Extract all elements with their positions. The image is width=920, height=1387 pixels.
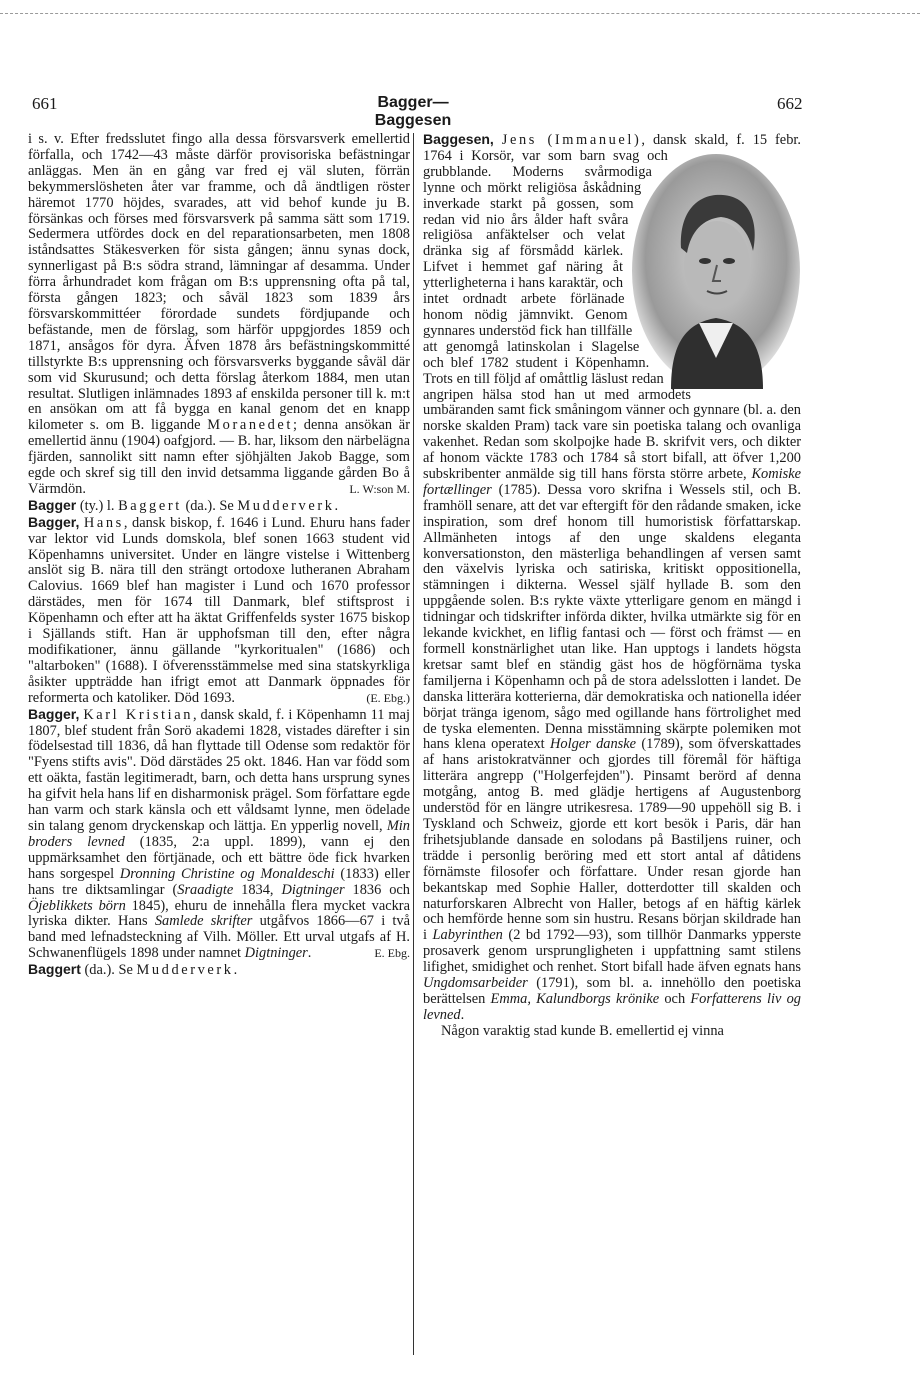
author-signature: E. Ebg. (374, 946, 410, 961)
work-title: Ungdomsarbeider (423, 975, 528, 992)
entry-headword: Baggert (28, 961, 81, 978)
work-title: Digtninger (244, 945, 308, 962)
entry-text: , dansk skald, f. 15 febr. 1764 i Korsör, var som barn svag och grubblande. Moderns svårmodiga lynne och mörkt religiösa åskådning inverkade starkt på gossen, som redan vid nio års ålder haft svåra religiösa anfäktelser och velat dränka sig af försmådd kärlek. Lifvet i hemmet gaf näring åt ytterligheterna i hans karaktär, och intet ordnadt arbete förlänade honom nödig jämnvikt. Genom gynnares understöd fick han tillfälle att genomgå latinskolan i Slagelse och blef 1782 student i Köpenhamn. Trots en till följd af omåttlig läslust redan angripen hälsa stod han ut med armodets umbäranden samt fick småningom vänner och gynnare (bl. a. den norske skalden Pram) tack vare sin poetiska talang och ovanliga vakenhet. Redan som skolpojke hade B. skrifvit vers, och dikter af honom väckte 1783 och 1784 så stort bifall, att öfver 1,200 subskribenter anmälde sig till hans första större arbete, (423, 132, 801, 483)
entry-text: (1789), som öfverskattades af hans aristokratvänner och gjordes till föremål för häftiga litterära angrepp ("Holgerfejden"). Pinsamt berörd af denna motgång, antog B. med glädje hertigens af Augustenborg understöd för en längre utrikesresa. 1789—90 uppehöll sig B. i Tyskland och Schweiz, gjorde ett kort besök i Paris, där han frihetsjublande dansade en solodans på Bastiljens ruiner, och trädde i personlig beröring med ett stort antal af dåtidens förnämste filosofer och författare. Under resan gjorde han bekantskap med Sophie Haller, dotterdotter till skalden och naturforskaren Albrecht von Haller, betogs af en häftig kärlek och hemförde henne som sin hustru. Resans början skildrade han i (423, 736, 802, 944)
entry-text: utgåfvos 1866—67 i två band med lefnadsteckning af Vilh. Möller. Ett urval utgafs af H. Schwanenflügels 1898 under namnet (28, 913, 411, 962)
entry-baggert (28, 962, 410, 979)
spaced-place-name: Moranedet (207, 417, 294, 434)
entry-text: (da.). Se (80, 962, 137, 979)
column-divider (413, 133, 414, 1355)
entry-forename: Jens (Immanuel) (501, 132, 642, 148)
entry-text: . (307, 945, 312, 962)
top-scan-line (0, 13, 920, 14)
entry-text: (1791), som bl. a. innehöllo den poetiska berättelsen (423, 975, 801, 1007)
work-title: Komiske fortællinger (423, 466, 801, 498)
entry-text: . (233, 962, 238, 979)
entry-text: . (460, 1006, 465, 1023)
entry-text: (2 bd 1792—93), som tillhör Danmarks ypperste prosaverk genom ursprungligheten i uppfattning samt stilens lifighet, smidighet och renhet. Stort bifall hade äfven egnats hans (423, 927, 801, 976)
work-title: Emma, Kalundborgs krönike (490, 990, 660, 1007)
entry-headword: Bagger (28, 496, 77, 513)
right-column (423, 132, 801, 1040)
entry-baggesen (423, 132, 801, 1024)
entry-text: (1833) eller hans tre diktsamlingar ( (28, 865, 410, 898)
page-number-left: 661 (32, 94, 58, 113)
left-column (28, 132, 410, 979)
portrait-engraving-icon (631, 153, 801, 389)
entry-forename: Hans (83, 514, 124, 531)
author-signature: (E. Ebg.) (366, 690, 410, 705)
entry-text: . (334, 497, 339, 514)
entry-text: och (659, 990, 691, 1007)
entry-text: 1834, (233, 881, 282, 898)
entry-headword: Bagger, (28, 513, 80, 530)
entry-forename: Karl Kristian (83, 706, 193, 723)
entry-text: (ty.) l. (76, 497, 119, 514)
work-title: Öjeblikkets börn (28, 897, 126, 914)
entry-text: (1835, 2:a uppl. 1899), vann ej den uppmärksamhet den förtjänade, och ett bättre öde fick hvarken hans sorgespel (28, 833, 410, 882)
author-signature: L. W:son M. (349, 481, 410, 496)
entry-text: , dansk skald, f. i Köpenhamn 11 maj 1807, blef student från Sorö akademi 1828, vistades därefter i sin födelsestad till 1836, då han flyttade till Odense som redaktör för "Fyens stifts avis". Död därstädes 25 okt. 1846. Han var född som ett oäkta, fastän legitimeradt, barn, och detta hans ursprung synes ha gifvit hela hans lif en disharmonisk prägel. Som författare egde han varm och stark känsla och ett våldsamt lynne, men ödelade sin talang genom dryckenskap och lättja. En ypperlig novell, (28, 706, 410, 834)
cross-reference: Mudderverk (237, 497, 335, 514)
work-title: Samlede skrifter (154, 913, 253, 930)
page-header (32, 94, 803, 129)
continued-entry (28, 132, 410, 498)
entry-text: 1836 och (344, 881, 410, 898)
work-title: Holger danske (550, 736, 637, 753)
work-title: Labyrinthen (432, 927, 503, 944)
entry-text: , dansk biskop, f. 1646 i Lund. Ehuru hans fader var lektor vid Lunds domskola, blef sonen 1663 student vid Köpenhamns universitet. Under en längre vistelse i Wittenberg anslöt sig B. nära till den strängt ortodoxe lutheranen Abraham Calovius. 1669 blef han magister i Lund och 1670 professor därstädes, men för 1674 till Danmark, blef stiftsprost i Köpenhamn och efter att ha äktat Griffenfelds syster 1675 biskop i Själlands stift. Han är upphofsman till den, efter några modifikationer, ännu gällande "kyrkoritualen" (1686) och "altarboken" (1688). I öfverensstämmelse med sina statskyrkliga åsikter uppträdde han ifrigt emot att Danmark öppnades för reformerta och katoliker. Död 1693. (28, 514, 410, 706)
entry-text: 1845), ehuru de innehålla flera mycket vackra lyriska dikter. Hans (28, 897, 410, 930)
entry-bagger-karl (28, 707, 410, 963)
work-title: Dronning Christine og Monaldeschi (119, 865, 335, 882)
continued-text-2: ; denna ansökan är emellertid ännu (1904) oafgjord. — B. har, liksom den närbelägna fjärden, sannolikt sitt namn efter sjöhjälten Jakob Bagge, som egde och skref sig till den invid detsamma liggande gården Bo å Värmdön. (28, 417, 410, 497)
work-title: Sraadigte (177, 881, 234, 898)
spaced-term: Baggert (118, 497, 182, 514)
running-title: Bagger—Baggesen (374, 94, 452, 129)
entry-continuation: Någon varaktig stad kunde B. emellertid ej vinna (441, 1022, 724, 1039)
entry-headword: Baggesen, (423, 131, 494, 147)
entry-bagger-ty (28, 498, 410, 515)
cross-reference: Mudderverk (136, 962, 234, 979)
work-title: Digtninger (281, 881, 345, 898)
work-title: Forfatterens liv og levned (423, 990, 801, 1023)
entry-text: (1785). Dessa voro skrifna i Wessels stil, och B. framhöll senare, att det var eftergift för den rådande smaken, icke inspiration, som dref honom till humoristisk författarskap. Allmänheten intogs af den unge skaldens eleganta konversationston, den mästerliga behandlingen af versen samt den växelvis lyriska och satiriska, kritiskt oppositionella, stämningen i dikterna. Wessel själf hyllade B. som den uppgående solen. B:s rykte växte ytterligare genom en mängd i tidningar och tidskrifter införda dikter, hvilka utmärkte sig för en lekande kvickhet, en liflig fantasi och — först och främst — en formell konstnärlighet utan like. Han upptogs i landets högsta kretsar samt blef en ständig gäst hos de högförnäma tyska familjerna i Köpenhamn och på de stora adelsslotten i landet. De danska litterära kotterierna, där demokratiska och nationella idéer börjat tränga igenom, sågo med ogillande hans förtrolighet med de tyska elementen. Denna misstämning skärpte polemiken mot hans klena operatext (423, 481, 801, 753)
entry-bagger-hans (28, 515, 410, 707)
work-title: Min broders levned (28, 817, 410, 850)
page-number-right: 662 (777, 94, 803, 113)
continued-text: i s. v. Efter fredsslutet fingo alla dessa försvarsverk emellertid förfalla, och 1742—43 måste därför provisoriska befästningar anläggas. Men än en gång var fred ej väl sluten, förrän bekymmerslösheten åter var framme, och då ändtligen röster häremot 1770 höjdes, svarades, att vid behof kunde ju B. försänkas och förses med försvarsverk på samma sätt som 1719. Sedermera utfördes dock en del reparationsarbeten, men 1808 iståndsattes Stäkesverken för sista gången; ännu synas dock, synnerligast på B:s södra strand, lämningar af desamma. Under förra århundradet kom frågan om B:s upprensning ofta på tal, första gången 1823; och såväl 1823 som 1839 års försvarskommittéer förordade sundets fördjupande och befästande, men de förslag, som härför uppgjordes 1859 och 1871, ansågos för dyra. Äfven 1878 års befästningskommitté tillstyrkte B:s upprensning och försvarsverks byggande såväl där som vid Skurusund; och detta förslag återkom 1884, men utan resultat. Slutligen inlämnades 1893 af enskilda personer till k. m:t en ansökan om att få bygga en kanal genom det en knapp kilometer s. om B. liggande (28, 131, 410, 434)
entry-text: (da.). Se (181, 497, 238, 514)
entry-headword: Bagger, (28, 705, 80, 722)
